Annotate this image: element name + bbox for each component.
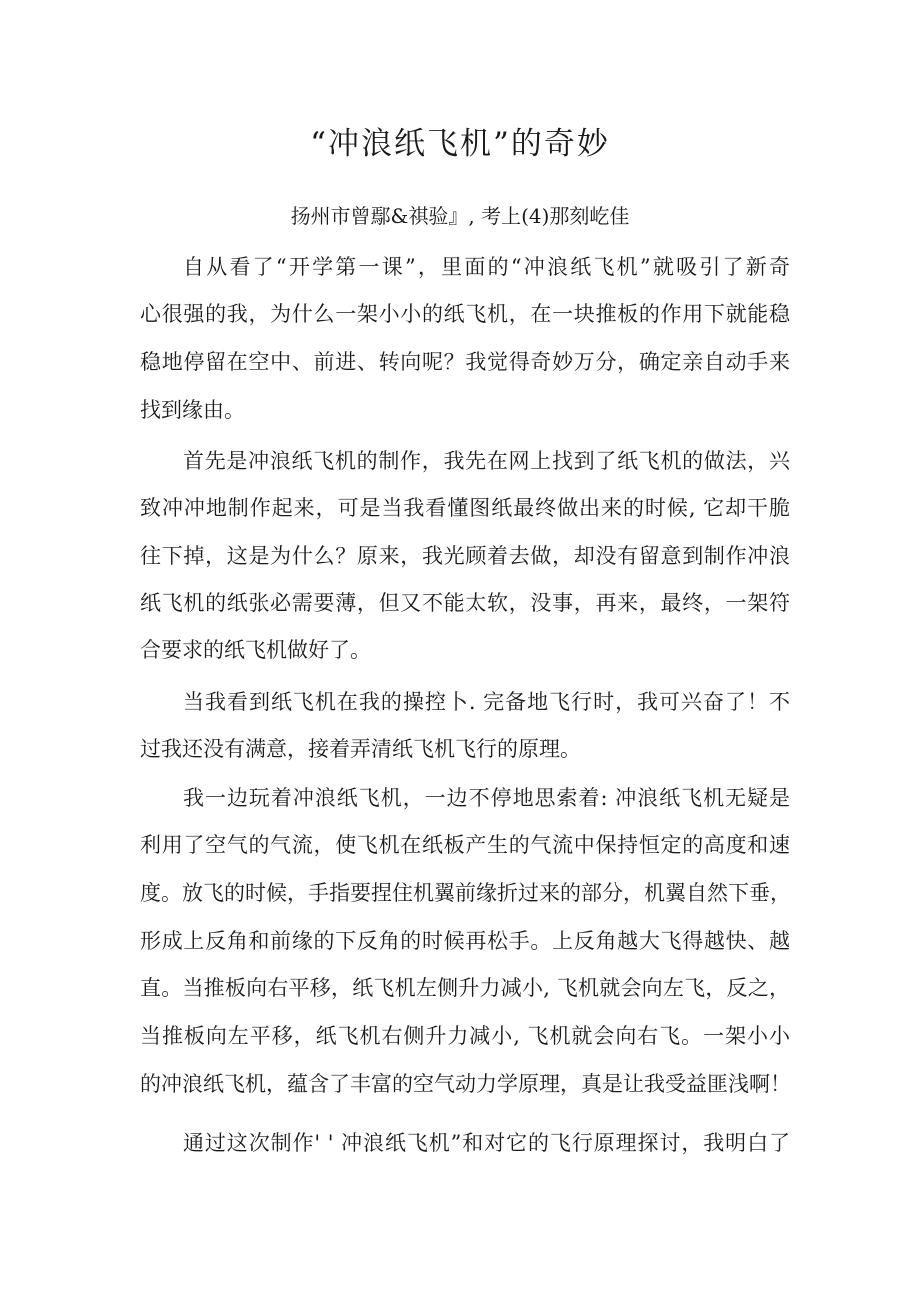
paragraph-line: 稳地停留在空中、前进、转向呢？我觉得奇妙万分，确定亲自动手来 (140, 350, 790, 374)
paragraph-line: 首先是冲浪纸飞机的制作，我先在网上找到了纸飞机的做法，兴 (183, 449, 790, 473)
paragraph-line: 合要求的纸飞机做好了。 (140, 638, 371, 662)
paragraph-line: 的冲浪纸飞机，蕴含了丰富的空气动力学原理，真是让我受益匪浅啊！ (140, 1072, 791, 1096)
paragraph-line: 形成上反角和前缘的下反角的时候再松手。上反角越大飞得越快、越 (140, 929, 790, 953)
document-title: “冲浪纸飞机”的奇妙 (310, 126, 610, 162)
paragraph-line: 利用了空气的气流，使飞机在纸板产生的气流中保持恒定的高度和速 (140, 833, 790, 857)
author-line: 扬州市曾鄢&祺验』, 考上(4)那刻屹佳 (290, 204, 630, 228)
paragraph-line: 直。当推板向右平移，纸飞机左侧升力减小, 飞机就会向左飞，反之， (140, 976, 790, 1000)
paragraph-line: 通过这次制作' ' 冲浪纸飞机”和对它的飞行原理探讨，我明白了 (183, 1131, 790, 1155)
paragraph-line: 纸飞机的纸张必需要薄，但又不能太软，没事，再来，最终，一架符 (140, 591, 790, 615)
paragraph-line: 自从看了“开学第一课”，里面的“冲浪纸飞机”就吸引了新奇 (183, 255, 790, 279)
paragraph-line: 往下掉，这是为什么？原来，我光顾着去做，却没有留意到制作冲浪 (140, 544, 790, 568)
paragraph-line: 致冲冲地制作起来，可是当我看懂图纸最终做出来的时候, 它却干脆 (140, 496, 790, 520)
paragraph-line: 当我看到纸飞机在我的操控卜. 完备地飞行时，我可兴奋了！不 (183, 690, 790, 714)
paragraph-line: 当推板向左平移，纸飞机右侧升力减小, 飞机就会向右飞。一架小小 (140, 1024, 790, 1048)
paragraph-line: 过我还没有满意，接着弄清纸飞机飞行的原理。 (140, 737, 581, 761)
paragraph-line: 找到缘由。 (140, 398, 245, 422)
paragraph-line: 心很强的我，为什么一架小小的纸飞机，在一块推板的作用下就能稳 (140, 302, 790, 326)
paragraph-line: 度。放飞的时候，手指要捏住机翼前缘折过来的部分，机翼自然下垂， (140, 881, 791, 905)
paragraph-line: 我一边玩着冲浪纸飞机，一边不停地思索着: 冲浪纸飞机无疑是 (183, 786, 790, 810)
